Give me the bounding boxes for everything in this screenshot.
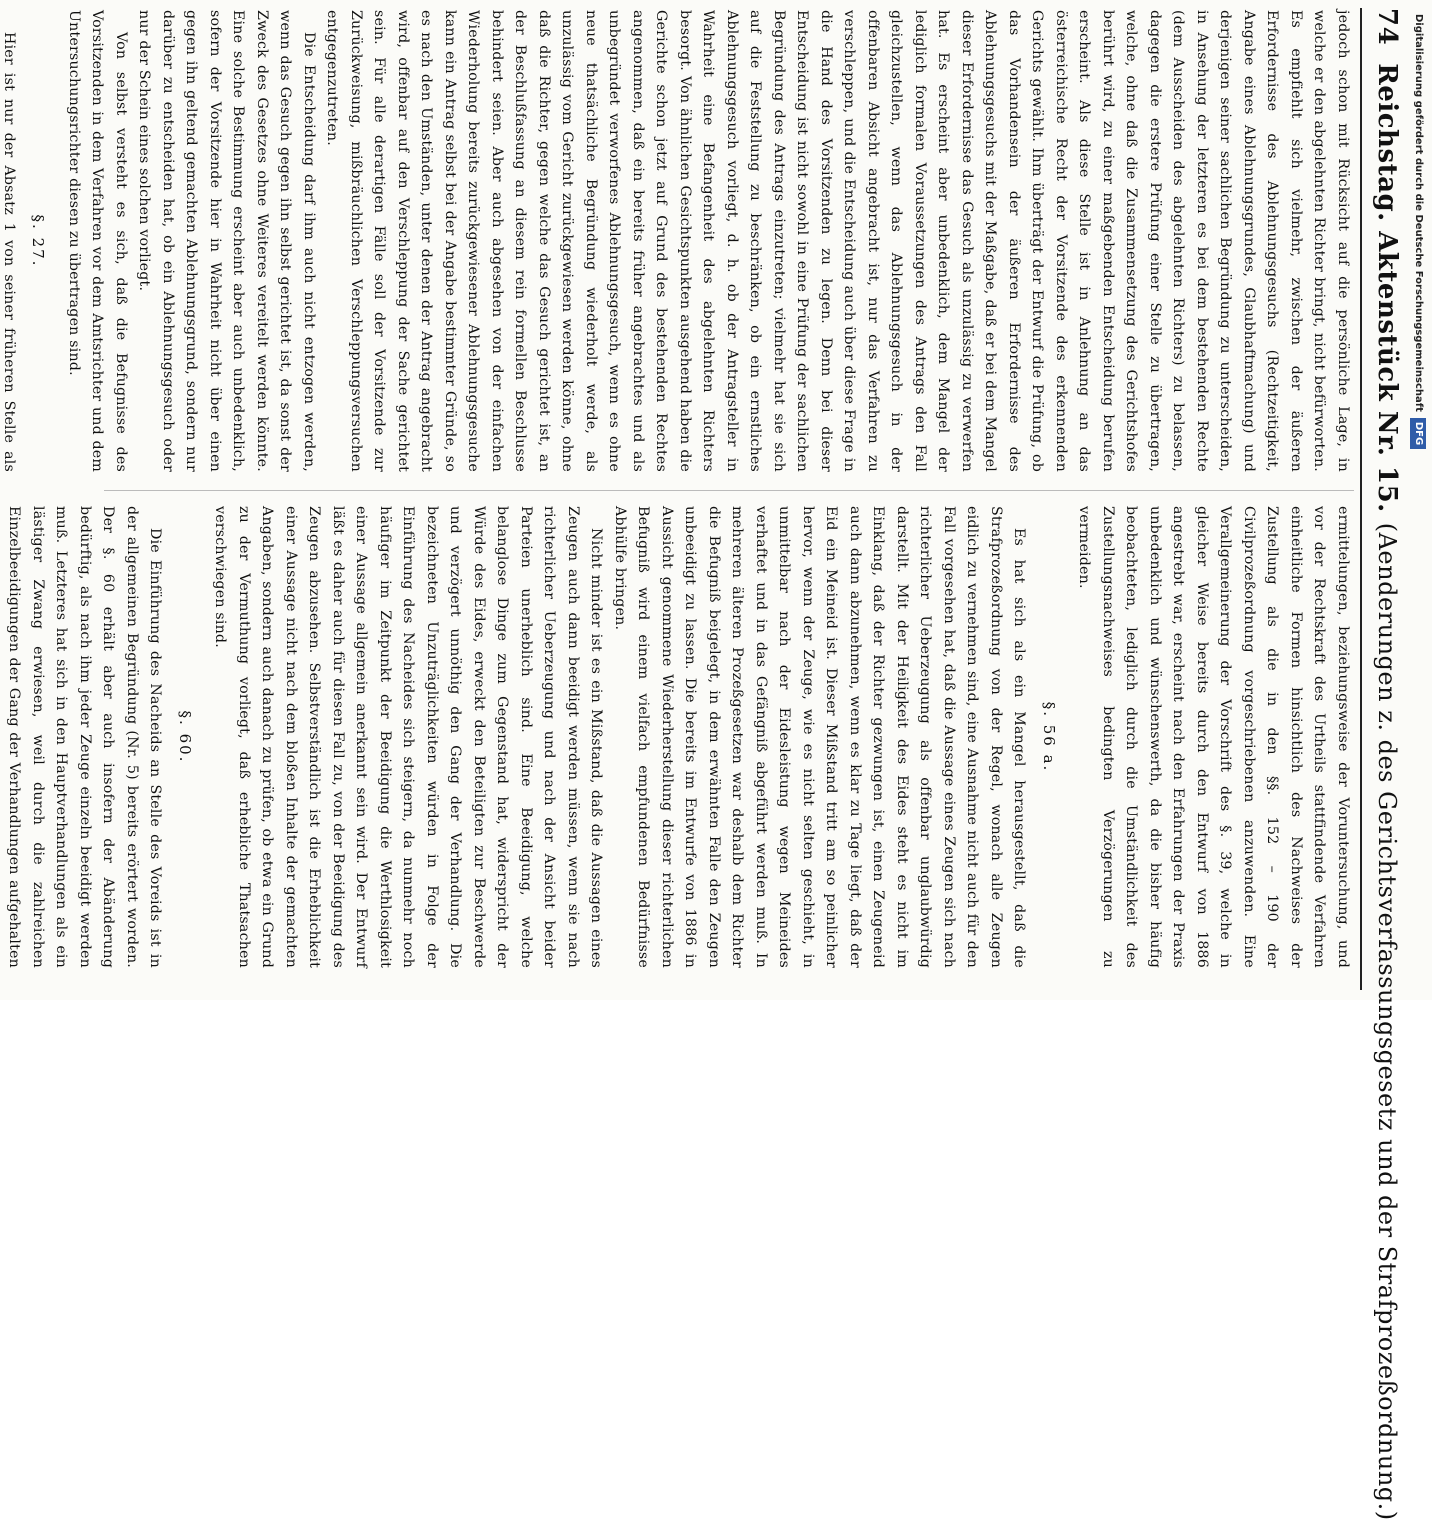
digitization-note: Digitalisierung gefördert durch die Deutsche Forschungsgemeinschaft [1413, 14, 1424, 412]
dfg-footer [1410, 14, 1426, 894]
paragraph: Die Einführung des Nacheids an Stelle des Voreids ist in der allgemeinen Begründung (Nr. 5) bereits erörtert worden. Der §. 60 erhält aber auch insofern der Abänderung bedürftig, als nach ihm jeder Zeuge einzeln beeidigt werden muß. Letzteres hat sich in den Hauptverhandlungen als ein lästiger Zwang erwiesen, weil durch die zahlreichen Einzelbeeidigungen der Gang der Verhandlungen aufgehalten [6, 506, 164, 968]
page-subtitle: (Aenderungen z. des Gerichtsverfassungsgesetz und der Strafprozeßordnung.) [1373, 522, 1401, 1521]
paragraph: ermittelungen, beziehungsweise der Voruntersuchung, und vor der Rechtskraft des Urtheils stattfindende Verfahren einheitliche Formen hinsichtlich des Nachweises der Zustellung als die in den §§. 152 – 190 der Civilprozeßordnung vorgeschriebenen anzuwenden. Eine Verallgemeinerung der Vorschrift des §. 39, welche in gleicher Weise bereits durch den Entwurf von 1886 angestrebt war, erscheint nach den Erfahrungen der Praxis unbedenklich und wünschenswerth, da die bisher häufig beobachteten, lediglich durch die Umständlichkeit des Zustellungsnachweises bedingten Verzögerungen zu vermeiden. [1076, 506, 1351, 968]
paragraph: Hier ist nur der Absatz 1 von seiner früheren Stelle als [1, 32, 17, 472]
page-header [1364, 8, 1410, 1521]
paragraph: Nicht minder ist es ein Mißstand, daß die Aussagen eines Zeugen auch dann beeidigt werden müssen, wenn sie nach richterlicher Ueberzeugung und nach der Ansicht beider Parteien unerheblich sind. Eine Beeidigung, welche belanglose Dinge zum Gegenstand hat, widerspricht der Würde des Eides, erweckt den Beteiligten zur Beschwerde und verzögert unnöthig den Gang der Verhandlung. Die bezeichneten Unzuträglichkeiten würden in Folge der Einführung des Nacheides sich steigern, da nunmehr noch häufiger im Zeitpunkt der Beeidigung die Werthlosigkeit einer Aussage allgemein anerkannt sein wird. Der Entwurf läßt es daher auch für diesen Fall zu, von der Beeidigung des Zeugen abzusehen. Selbstverständlich ist die Erheblichkeit einer Aussage nicht nach dem bloßen Inhalte der gemachten Angaben, sondern auch danach zu prüfen, ob etwa ein Grund zu der Vermuthung vorliegt, daß erhebliche Thatsachen verschwiegen sind. [212, 506, 605, 968]
rotated-page-content [1, 0, 1420, 1521]
header-rule [1360, 8, 1362, 990]
paragraph: Die Entscheidung darf ihm auch nicht entzogen werden, wenn das Gesuch gegen ihn selbst gerichtet ist, da sonst der Zweck des Gesetzes ohne Weiteres vereitelt werden könnte. Eine solche Bestimmung erscheint aber auch unbedenklich, sofern der Vorsitzende hier in Wahrheit nicht über einen gegen ihn geltend gemachten Ablehnungsgrund, sondern nur darüber zu entscheiden hat, ob ein Ablehnungsgesuch oder nur der Schein eines solchen vorliegt. [136, 10, 317, 472]
dfg-footer-strip [1412, 14, 1430, 894]
dfg-logo: DFG [1410, 418, 1426, 449]
section-heading: §. 60. [176, 710, 194, 764]
section-heading: §. 56 a. [1040, 701, 1058, 773]
paragraph: Von selbst versteht es sich, daß die Befugnisse des Vorsitzenden in dem Verfahren vor dem Amtsrichter und dem Untersuchungsrichter diesen zu übertragen sind. [66, 10, 129, 472]
section-heading: §. 27. [29, 214, 48, 268]
right-column [6, 506, 1354, 968]
page-title: Reichstag. Aktenstück Nr. 15. [1372, 63, 1402, 513]
left-column [1, 10, 1354, 472]
paragraph: Es hat sich als ein Mangel herausgestellt, daß die Strafprozeßordnung von der Regel, wonach alle Zeugen eidlich zu vernehmen sind, eine Ausnahme nicht auch für den Fall vorgesehen hat, daß die Aussage eines Zeugen sich nach richterlicher Ueberzeugung als offenbar unglaubwürdig darstellt. Mit der Heiligkeit des Eides steht es nicht im Einklang, daß der Richter gezwungen ist, einen Zeugeneid auch dann abzunehmen, wenn es klar zu Tage liegt, daß der Eid ein Meineid ist. Dieser Mißstand tritt am so peinlicher hervor, wenn der Zeuge, wie es nicht selten geschieht, in unmittelbar nach der Eidesleistung wegen Meineides verhaftet und in das Gefängniß abgeführt werden muß. In mehreren älteren Prozeßgesetzen war deshalb dem Richter die Befugniß beigelegt, in dem erwähnten Falle den Zeugen unbeeidigt zu lassen. Die bereits im Entwurfe von 1886 in Aussicht genommene Wiederherstellung dieser richterlichen Befugniß wird einem vielfach empfundenen Bedürfnisse Abhülfe bringen. [612, 506, 1028, 968]
page-number: 74 [1372, 8, 1402, 46]
paragraph: jedoch schon mit Rücksicht auf die persönliche Lage, in welche er den abgelehnten Richter bringt, nicht befürworten. Es empfiehlt sich vielmehr, zwischen der äußeren Erfordernisse des Ablehnungsgesuchs (Rechtzeitigkeit, Angabe eines Ablehnungsgrundes, Glaubhaftmachung) und derjenigen seiner sachlichen Begründung zu unterscheiden, in Ansehung der letzteren es bei dem bestehenden Rechte (dem Ausscheiden des abgelehnten Richters) zu belassen, dagegen die erstere Prüfung einer Stelle zu übertragen, welche, ohne daß die Zusammensetzung des Gerichtshofes berührt wird, zu einer maßgebenden Entscheidung berufen erscheint. Als diese Stelle ist in Anlehnung an das österreichische Recht der Vorsitzende des erkennenden Gerichts gewählt. Ihm überträgt der Entwurf die Prüfung, ob das Vorhandensein der äußeren Erfordernisse des Ablehnungsgesuchs mit der Maßgabe, daß er bei dem Mangel dieser Erfordernisse das Gesuch als unzulässig zu verwerfen hat. Es erscheint aber unbedenklich, dem Mangel der lediglich formalen Voraussetzungen des Antrags den Fall gleichzustellen, wenn das Ablehnungsgesuch in der offenbaren Absicht angebracht ist, nur das Verfahren zu verschleppen, und die Entscheidung auch über diese Frage in die Hand des Vorsitzenden zu legen. Denn bei dieser Entscheidung ist nicht sowohl in eine Prüfung der sachlichen Begründung des Antrags einzutreten; vielmehr hat sie sich auf die Feststellung zu beschränken, ob ein ernstliches Ablehnungsgesuch vorliegt, d. h. ob der Antragsteller in Wahrheit eine Befangenheit des abgelehnten Richters besorgt. Von ähnlichen Gesichtspunkten ausgehend haben die Gerichte schon jetzt auf Grund des bestehenden Rechtes angenommen, daß ein bereits früher angebrachtes und als unbegründet verworfenes Ablehnungsgesuch, wenn es ohne neue thatsächliche Begründung wiederholt werde, als unzulässig vom Gericht zurückgewiesen werden könne, ohne daß die Richter, gegen welche das Gesuch gerichtet ist, an der Beschlußfassung an diesem rein formellen Beschlusse behindert seien. Aber auch abgesehen von der einfachen Wiederholung bereits zurückgewiesener Ablehnungsgesuche kann ein Antrag selbst bei der Angabe bestimmter Gründe, so es nach den Umständen, unter denen der Antrag angebracht wird, offenbar auf den Verschleppung der Sache gerichtet sein. Für alle derartigen Fälle soll der Vorsitzende zur Zurückweisung, mißbräuchlichen Verschleppungsversuchen entgegenzutreten. [324, 10, 1351, 472]
column-separator [104, 490, 1354, 491]
